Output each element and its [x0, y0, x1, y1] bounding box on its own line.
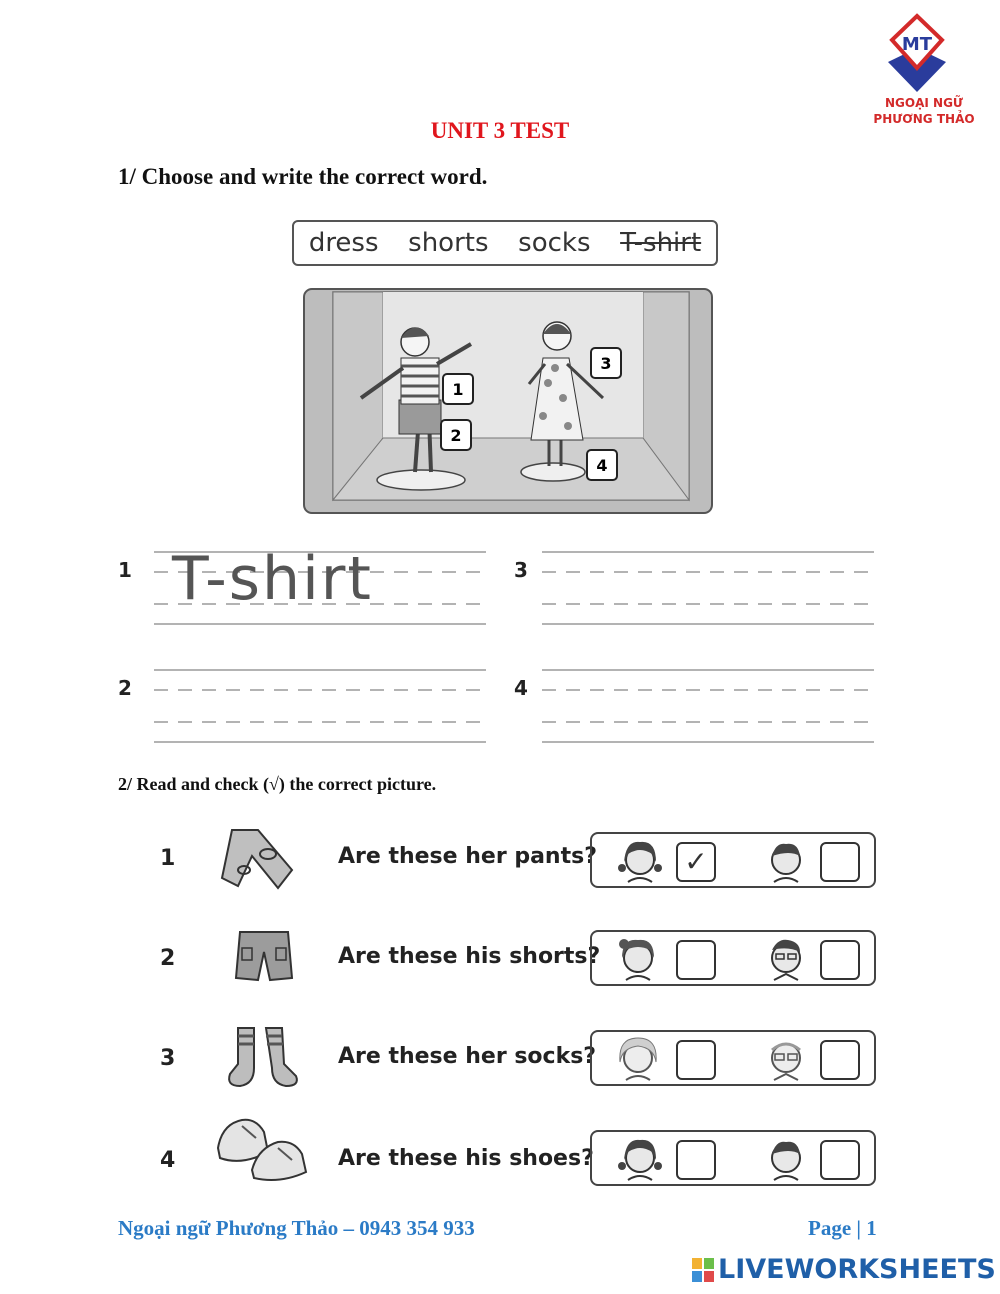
grandma-icon: [614, 1036, 662, 1082]
question-3: Are these her socks?: [338, 1044, 597, 1069]
item-number-4: 4: [160, 1148, 176, 1173]
shoes-icon: [212, 1114, 312, 1186]
socks-icon: [224, 1024, 304, 1092]
question-4: Are these his shoes?: [338, 1146, 594, 1171]
shop-window-illustration: [303, 288, 713, 514]
check-box-row1-right[interactable]: [820, 842, 860, 882]
word-shorts: shorts: [408, 228, 489, 258]
choice-row-2: [590, 930, 876, 986]
check-box-row4-right[interactable]: [820, 1140, 860, 1180]
choice-row-4: [590, 1130, 876, 1186]
label-4: 4: [596, 456, 608, 475]
word-dress: dress: [308, 228, 379, 258]
pants-icon: [218, 826, 302, 900]
page-title: UNIT 3 TEST: [430, 118, 570, 143]
check-box-row1-left[interactable]: ✓: [676, 842, 716, 882]
page-number: Page | 1: [808, 1216, 877, 1240]
item-number-3: 3: [160, 1046, 176, 1071]
answer-4-input[interactable]: [560, 662, 860, 728]
choice-row-3: [590, 1030, 876, 1086]
label-1: 1: [452, 380, 464, 399]
logo-mark: MT: [901, 34, 933, 55]
item-number-2: 2: [160, 946, 176, 971]
label-2: 2: [450, 426, 462, 445]
boy-icon: [762, 838, 810, 884]
woman-icon: [614, 936, 662, 982]
check-box-row4-left[interactable]: [676, 1140, 716, 1180]
answer-number-3: 3: [514, 558, 528, 582]
item-number-1: 1: [160, 846, 176, 871]
girl-icon: [616, 1136, 664, 1182]
answer-number-2: 2: [118, 676, 132, 700]
logo-line1: NGOẠI NGỮ: [885, 96, 963, 110]
logo: [884, 12, 950, 96]
check-box-row2-right[interactable]: [820, 940, 860, 980]
section1-heading: 1/ Choose and write the correct word.: [118, 164, 488, 189]
check-box-row3-right[interactable]: [820, 1040, 860, 1080]
answer-number-4: 4: [514, 676, 528, 700]
grandpa-icon: [762, 1036, 810, 1082]
word-tshirt: T-shirt: [620, 228, 702, 258]
logo-line2: PHƯƠNG THẢO: [873, 112, 975, 126]
girl-icon: [616, 838, 664, 884]
liveworksheets-logo-icon: [692, 1258, 714, 1287]
word-socks: socks: [518, 228, 591, 258]
answer-3-input[interactable]: [560, 544, 860, 610]
check-box-row3-left[interactable]: [676, 1040, 716, 1080]
section2-heading: 2/ Read and check (√) the correct picture.: [118, 774, 437, 794]
watermark-text: LIVEWORKSHEETS: [718, 1254, 996, 1285]
boy-icon: [762, 1136, 810, 1182]
footer-contact: Ngoại ngữ Phương Thảo – 0943 354 933: [118, 1216, 475, 1240]
answer-1-text[interactable]: T-shirt: [172, 544, 373, 614]
label-3: 3: [600, 354, 612, 373]
man-icon: [762, 936, 810, 982]
question-2: Are these his shorts?: [338, 944, 601, 969]
word-bank: [292, 220, 718, 266]
answer-number-1: 1: [118, 558, 132, 582]
choice-row-1: [590, 832, 876, 888]
shorts-icon: [234, 928, 294, 984]
question-1: Are these her pants?: [338, 844, 597, 869]
check-box-row2-left[interactable]: [676, 940, 716, 980]
answer-2-input[interactable]: [172, 662, 472, 728]
